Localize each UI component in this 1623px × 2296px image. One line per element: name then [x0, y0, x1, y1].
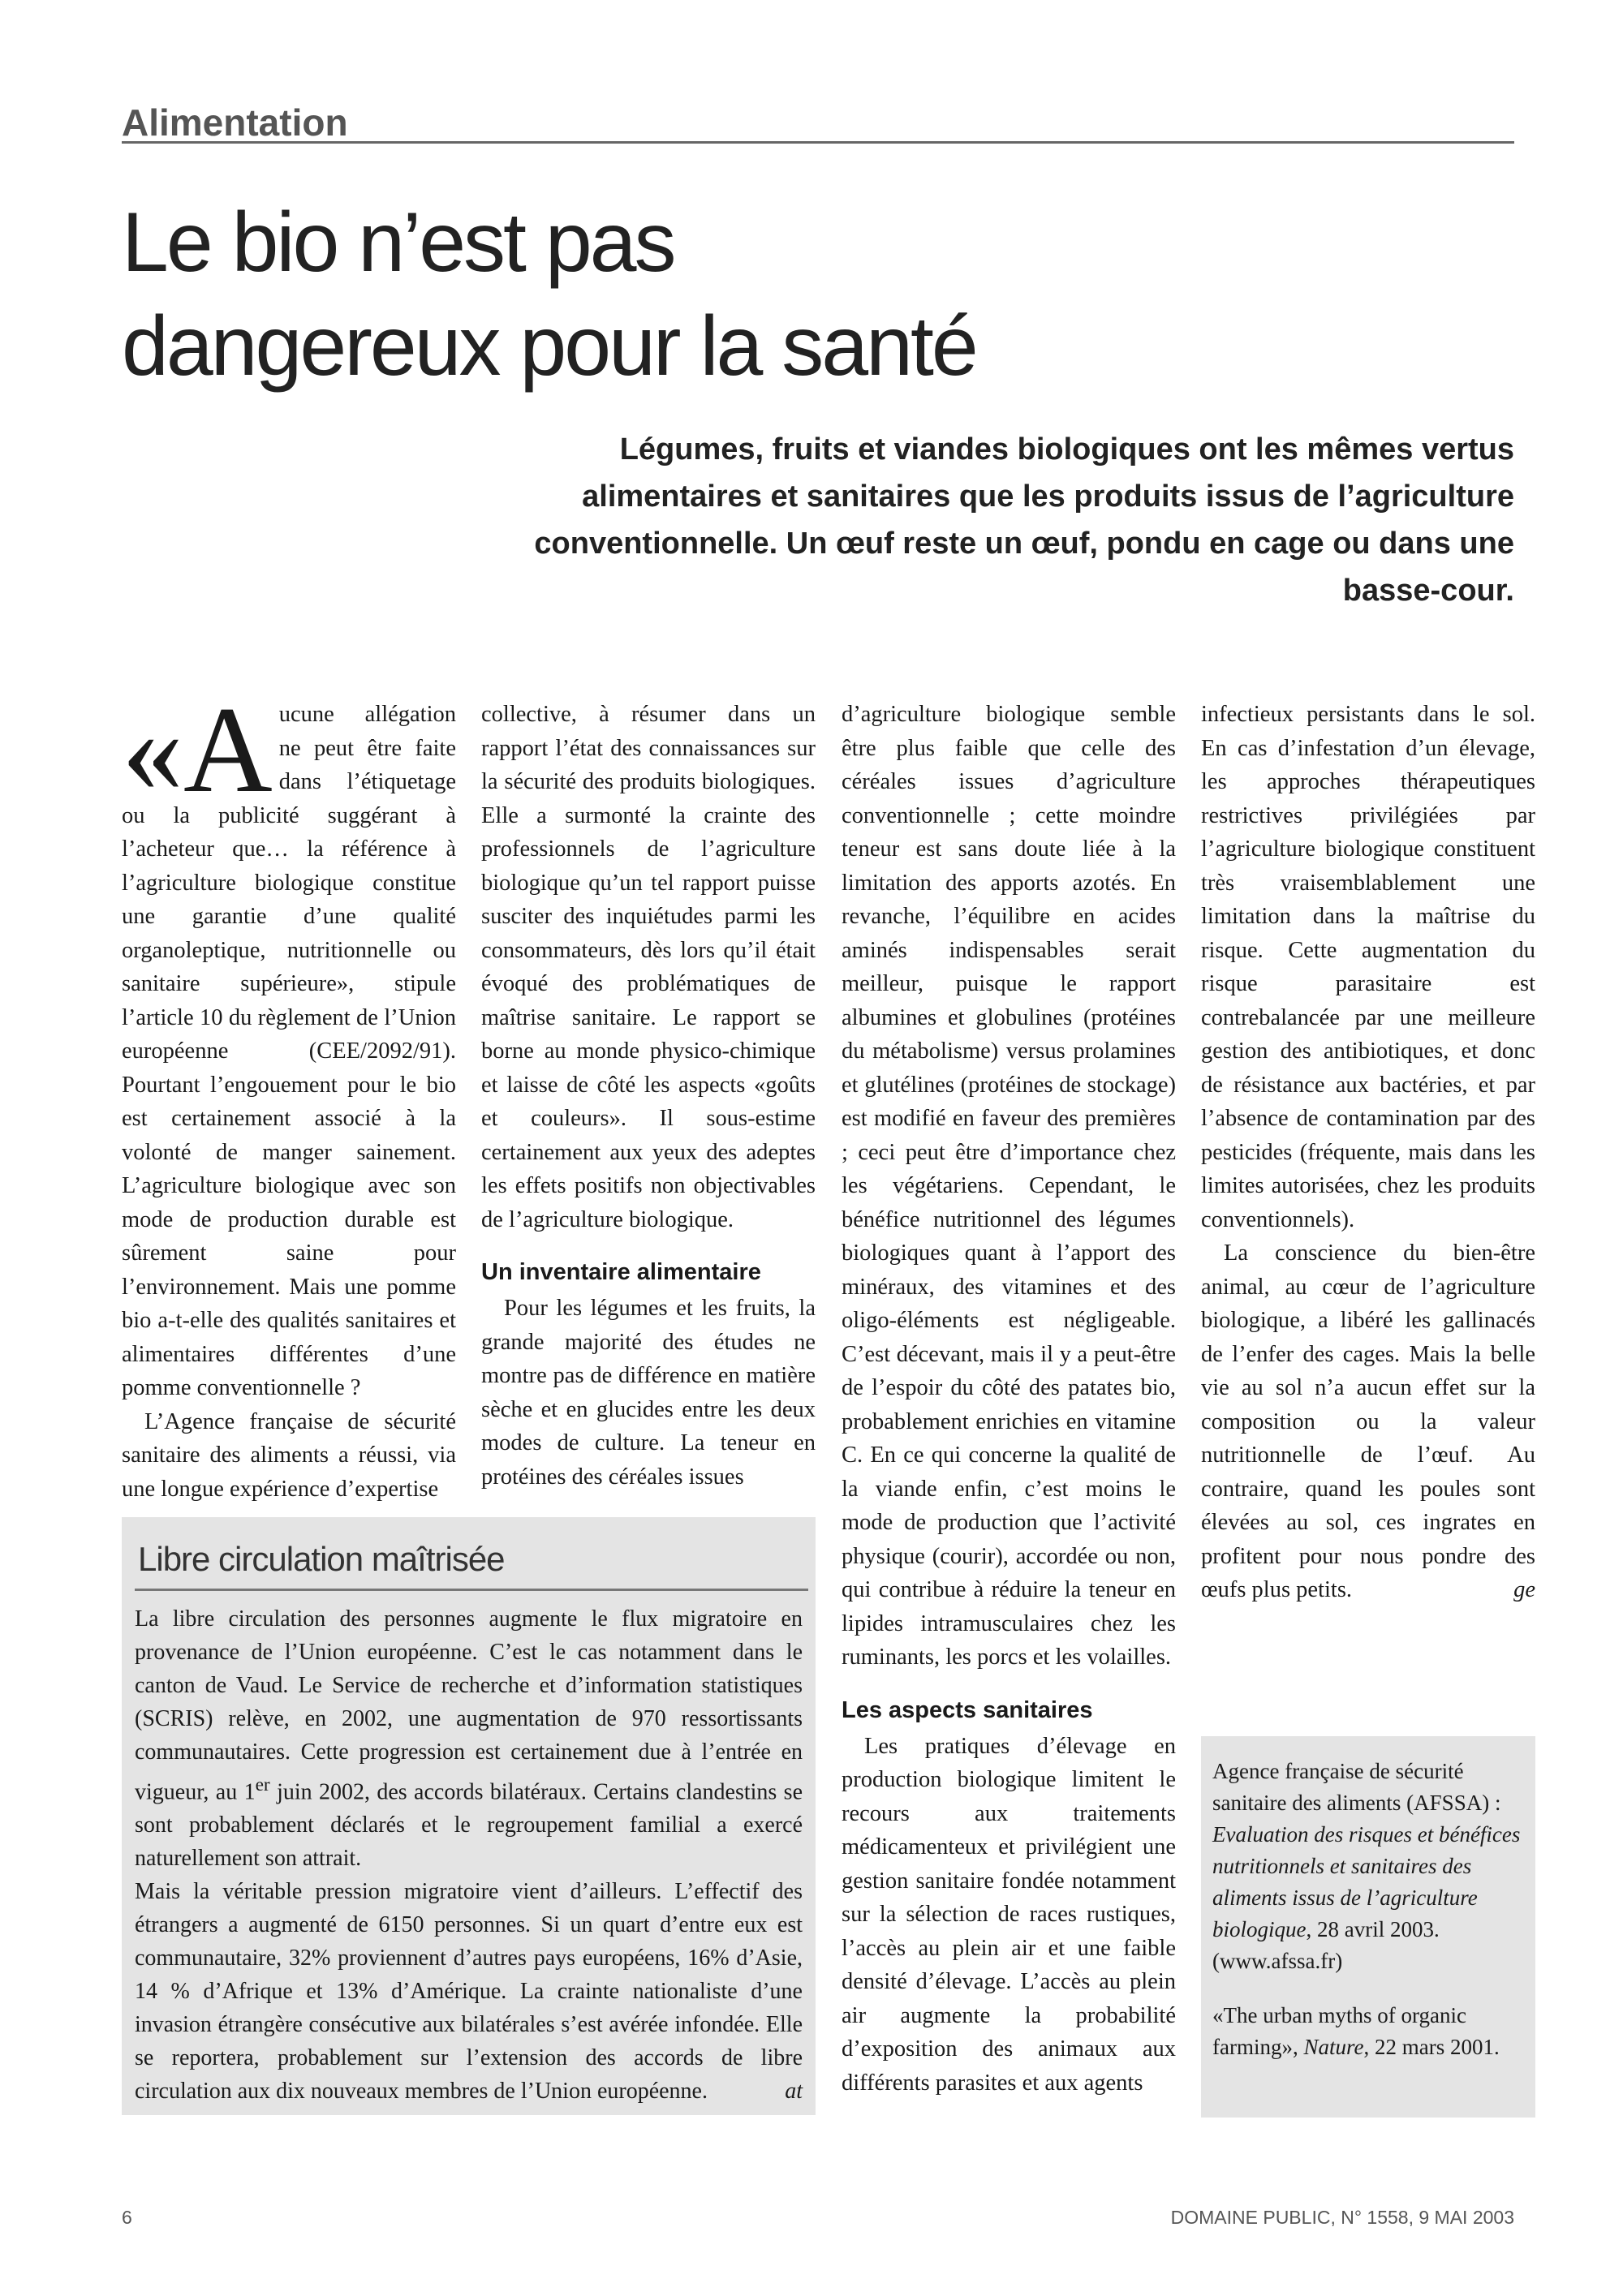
article-signature: ge — [1513, 1577, 1535, 1602]
rubric-divider — [122, 141, 1514, 144]
subhead-aspects-sanitaires: Les aspects sanitaires — [842, 1696, 1093, 1723]
sidebar-signature: at — [785, 2079, 803, 2105]
issue-info: DOMAINE PUBLIC, N° 1558, 9 MAI 2003 — [1170, 2207, 1514, 2228]
sidebar-divider — [135, 1589, 808, 1591]
ref2-journal: Nature — [1303, 2035, 1364, 2059]
sidebar-box — [122, 1517, 816, 2115]
article-paragraph-3: Pour les légumes et les fruits, la grande majorité des études ne montre pas de différence en matière sèche et en glucides entre les deux modes de culture. La teneur en protéines des céréales issues — [481, 1296, 816, 1490]
title-line-2: dangereux pour la santé — [122, 299, 976, 393]
article-column-1 — [122, 681, 456, 1506]
reference-1 — [1212, 1756, 1524, 1977]
sidebar-title: Libre circulation maîtrisée — [138, 1540, 505, 1578]
title-line-1: Le bio n’est pas — [122, 196, 674, 290]
article-lead: Légumes, fruits et viandes biologiques ont les mêmes vertus alimentaires et sanitaires que les produits issus de l’agriculture conventionnelle. Un œuf reste un œuf, pondu en cage ou dans une basse-cour. — [534, 432, 1514, 608]
ref1-title: Evaluation des risques et bénéfices nutritionnels et sanitaires des aliments issus de l’agriculture biologique — [1212, 1822, 1521, 1941]
article-paragraph-2: L’Agence française de sécurité sanitaire des aliments a réussi, via une longue expérience d’expertise — [122, 1408, 456, 1502]
article-paragraph-4-continued: infectieux persistants dans le sol. En cas d’infestation d’un élevage, les approches thérapeutiques restrictives privilégiées par l’agriculture biologique constituent très vraisemblablement une limitation dans la maîtrise du risque. Cette augmentation du risque parasitaire est contrebalancée par une meilleure gestion des antibiotiques, et donc de résistance aux bactéries, et par l’absence de contamination par des pesticides (fréquente, mais dans les limites autorisées, chez les produits conventionnels). — [1201, 702, 1535, 1232]
sidebar-superscript: er — [255, 1774, 270, 1795]
article-column-2 — [481, 698, 816, 1494]
references-box — [1201, 1736, 1535, 2118]
article-paragraph-1 — [122, 681, 456, 1405]
reference-2 — [1212, 2000, 1524, 2063]
drop-cap: «A — [122, 681, 273, 818]
article-paragraph-4: Les pratiques d’élevage en production biologique limitent le recours aux traitements médicamenteux et privilégient une gestion sanitaire fondée notamment sur la sélection de races rustiques, l’accès au plein air et une faible densité d’élevage. L’accès au plein air augmente la probabilité d’exposition des animaux aux différents parasites et aux agents — [842, 1733, 1176, 2096]
article-title — [122, 191, 1177, 398]
article-column-3 — [842, 698, 1176, 2100]
section-rubric: Alimentation — [122, 101, 348, 144]
subhead-inventaire: Un inventaire alimentaire — [481, 1259, 761, 1285]
paragraph-1-text: ucune allégation ne peut être faite dans l’étiquetage ou la publicité suggérant à l’acheteur que… la référence à l’agriculture biologique constitue une garantie d’une qualité organoleptique, nutritionnelle ou sanitaire supérieure», stipule l’article 10 du règlement de l’Union européenne (CEE/2092/91). Pourtant l’engouement pour le bio est certainement associé à la volonté de manger sainement. L’agriculture biologique avec son mode de production durable est sûrement saine pour l’environnement. Mais une pomme bio a-t-elle des qualités sanitaires et alimentaires différentes d’une pomme conventionnelle ? — [122, 702, 456, 1400]
sidebar-text-2: juin 2002, des accords bilatéraux. Certains clandestins se sont probablement déclarés et le regroupement familial a exercé naturellement son attrait. — [135, 1779, 803, 1872]
article-paragraph-3-continued: d’agriculture biologique semble être plus faible que celle des céréales issues d’agriculture conventionnelle ; cette moindre teneur est sans doute liée à la limitation des apports azotés. En revanche, l’équilibre en acides aminés indispensables serait meilleur, puisque le rapport albumines et globulines (protéines du métabolisme) versus prolamines et glutélines (protéines de stockage) est modifié en faveur des premières ; ceci peut être d’importance chez les végétariens. Cependant, le bénéfice nutritionnel des légumes biologiques quant à l’apport des minéraux, des vitamines et des oligo-éléments est négligeable. C’est décevant, mais il y a peut-être de l’espoir du côté des patates bio, probablement enrichies en vitamine C. En ce qui concerne la qualité de la viande enfin, c’est moins le mode de production que l’activité physique (courir), accordée ou non, qui contribue à réduire la teneur en lipides intramusculaires chez les ruminants, les porcs et les volailles. — [842, 702, 1176, 1670]
ref2-suffix: , 22 mars 2001. — [1363, 2035, 1500, 2059]
article-paragraph-2-continued: collective, à résumer dans un rapport l’état des connaissances sur la sécurité des produits biologiques. Elle a surmonté la crainte des professionnels de l’agriculture biologique qu’un tel rapport puisse susciter des inquiétudes parmi les consommateurs, dès lors qu’il était évoqué des problématiques de maîtrise sanitaire. Le rapport se borne au monde physico-chimique et laisse de côté les aspects «goûts et couleurs». Il sous-estime certainement aux yeux des adeptes les effets positifs non objectivables de l’agriculture biologique. — [481, 702, 816, 1232]
article-column-4 — [1201, 698, 1535, 1607]
sidebar-text-1: La libre circulation des personnes augmente le flux migratoire en provenance de l’Union européenne. C’est le cas notamment dans le canton de Vaud. Le Service de recherche et d’information statistiques (SCRIS) relève, en 2002, une augmentation de 970 ressortissants communautaires. Cette progression est certainement due à l’entrée en vigueur, au 1 — [135, 1606, 803, 1805]
page-number: 6 — [122, 2207, 132, 2228]
sidebar-paragraph-2 — [135, 1875, 803, 2108]
article-paragraph-5: La conscience du bien-être animal, au cœur de l’agriculture biologique, a libéré les gallinacés de l’enfer des cages. Mais la belle vie au sol n’a aucun effet sur la composition ou la valeur nutritionnelle de l’œuf. Au contraire, quand les poules sont élevées au sol, ces ingrates en profitent pour nous pondre des œufs plus petits. ge — [1201, 1236, 1535, 1607]
ref1-suffix: , 28 avril 2003. (www.afssa.fr) — [1212, 1917, 1440, 1973]
sidebar-paragraph-1 — [135, 1602, 803, 1875]
ref2-prefix: «The urban myths of organic farming», — [1212, 2003, 1466, 2059]
ref1-prefix: Agence française de sécurité sanitaire des aliments (AFSSA) : — [1212, 1759, 1501, 1815]
sidebar-text-3: Mais la véritable pression migratoire vient d’ailleurs. L’effectif des étrangers a augmenté de 6150 personnes. Si un quart d’entre eux est communautaire, 32% proviennent d’autres pays européens, 16% d’Asie, 14 % d’Afrique et 13% d’Amérique. La crainte nationaliste d’une invasion étrangère consécutive aux bilatérales s’est avérée infondée. Elle se reportera, probablement sur l’extension des accords de libre circulation aux dix nouveaux membres de l’Union européenne. — [135, 1879, 803, 2105]
